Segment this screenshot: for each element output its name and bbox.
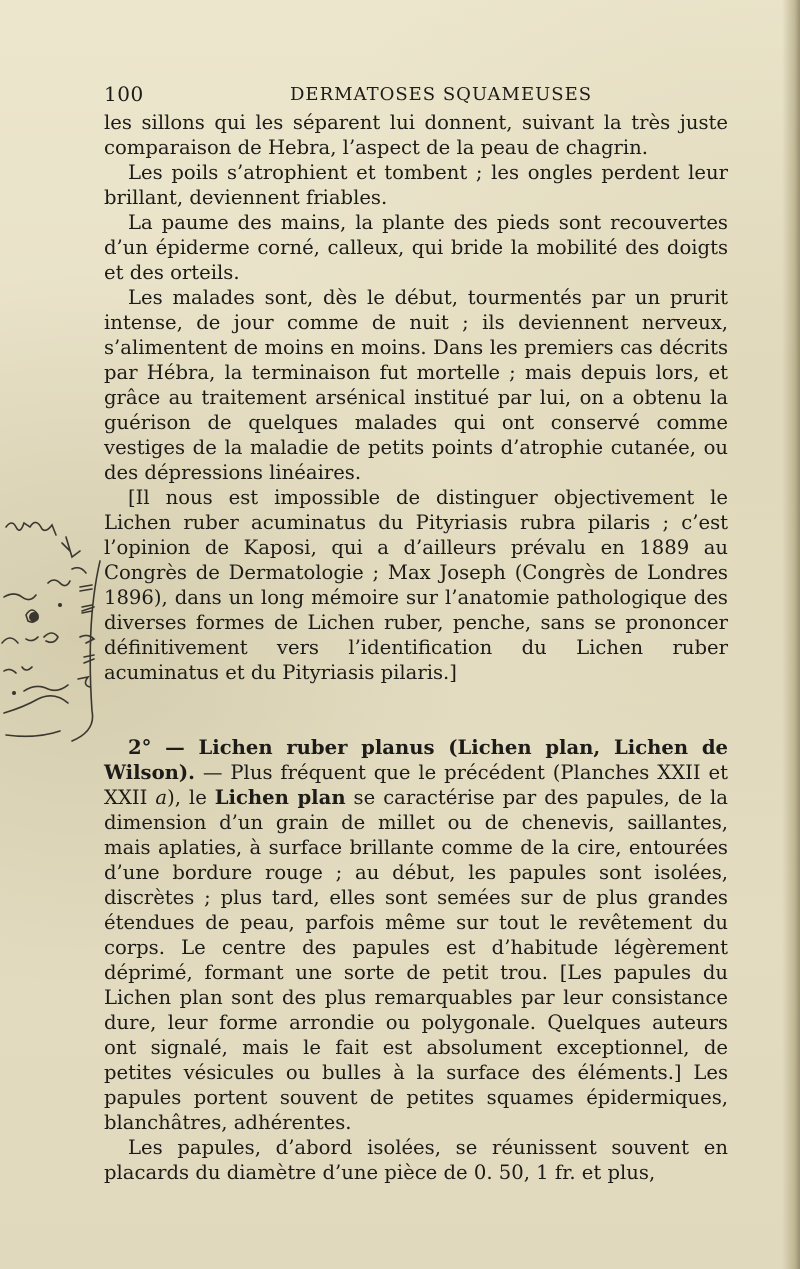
term-lichen-plan: Lichen plan [214,786,346,809]
paragraph-3: La paume des mains, la plante des pieds sont recouvertes d’un épiderme corné, calleux, qui bride la mobilité des doigts et des orteils. [104,211,728,284]
paragraph-5-bracketed-note: [Il nous est impossible de distinguer objectivement le Lichen ruber acuminatus du Pityriasis rubra pilaris ; c’est l’opinion de Kaposi, qui a d’ailleurs prévalu en 1889 au Congrès de Dermatologie ; Max Joseph (Congrès de Londres 1896), dans un long mémoire sur l’anatomie pathologique des diverses formes de Lichen ruber, penche, sans se prononcer définitivement vers l’identification du Lichen ruber acuminatus et du Pityriasis pilaris.] [104,486,728,684]
paragraph-2: Les poils s’atrophient et tombent ; les ongles perdent leur brillant, deviennent friables. [104,161,728,209]
section-paragraph [104,735,728,1135]
paragraph-1: les sillons qui les séparent lui donnent, suivant la très juste comparaison de Hebra, l’aspect de la peau de chagrin. [104,111,728,159]
running-head [104,76,728,110]
page-edge-shadow [782,0,800,1269]
last-paragraph: Les papules, d’abord isolées, se réunissent souvent en placards du diamètre d’une pièce de 0. 50, 1 fr. et plus, [104,1136,728,1184]
section-title: Lichen ruber planus (Lichen plan, Lichen de Wilson). [104,736,728,784]
section-number: 2° — [128,736,199,759]
page-number: 100 [104,82,144,106]
section-lichen-ruber-planus [104,735,728,1185]
section-intro-after: ), le [167,786,215,809]
running-title: DERMATOSES SQUAMEUSES [290,84,593,105]
section-body: se caractérise par des papules, de la dimension d’un grain de millet ou de chenevis, saillantes, mais aplaties, à surface brillante comme de la cire, entourées d’une bordure rouge ; au début, les papules sont isolées, discrètes ; plus tard, elles sont semées sur de plus grandes étendues de peau, parfois même sur tout le revêtement du corps. Le centre des papules est d’habitude légèrement déprimé, formant une sorte de petit trou. [Les papules du Lichen plan sont des plus remarquables par leur consistance dure, leur forme arrondie ou polygonale. Quelques auteurs ont signalé, mais le fait est absolument exceptionnel, de petites vésicules ou bulles à la surface des éléments.] Les papules portent souvent de petites squames épidermiques, blanchâtres, adhérentes. [104,786,728,1134]
paragraph-4: Les malades sont, dès le début, tourmentés par un prurit intense, de jour comme de nuit ; ils deviennent nerveux, s’alimentent de moins en moins. Dans les premiers cas décrits par Hébra, la terminaison fut mortelle ; mais depuis lors, et grâce au traitement arsénical institué par lui, on a obtenu la guérison de quelques malades qui ont conservé comme vestiges de la maladie de petits points d’atrophie cutanée, ou des dépressions linéaires. [104,286,728,484]
book-page [104,76,728,1185]
margin-annotation [0,505,110,745]
section-intro: — Plus fréquent que le précédent (Planches XXII et XXII [104,761,728,809]
plate-letter: a [155,786,168,809]
